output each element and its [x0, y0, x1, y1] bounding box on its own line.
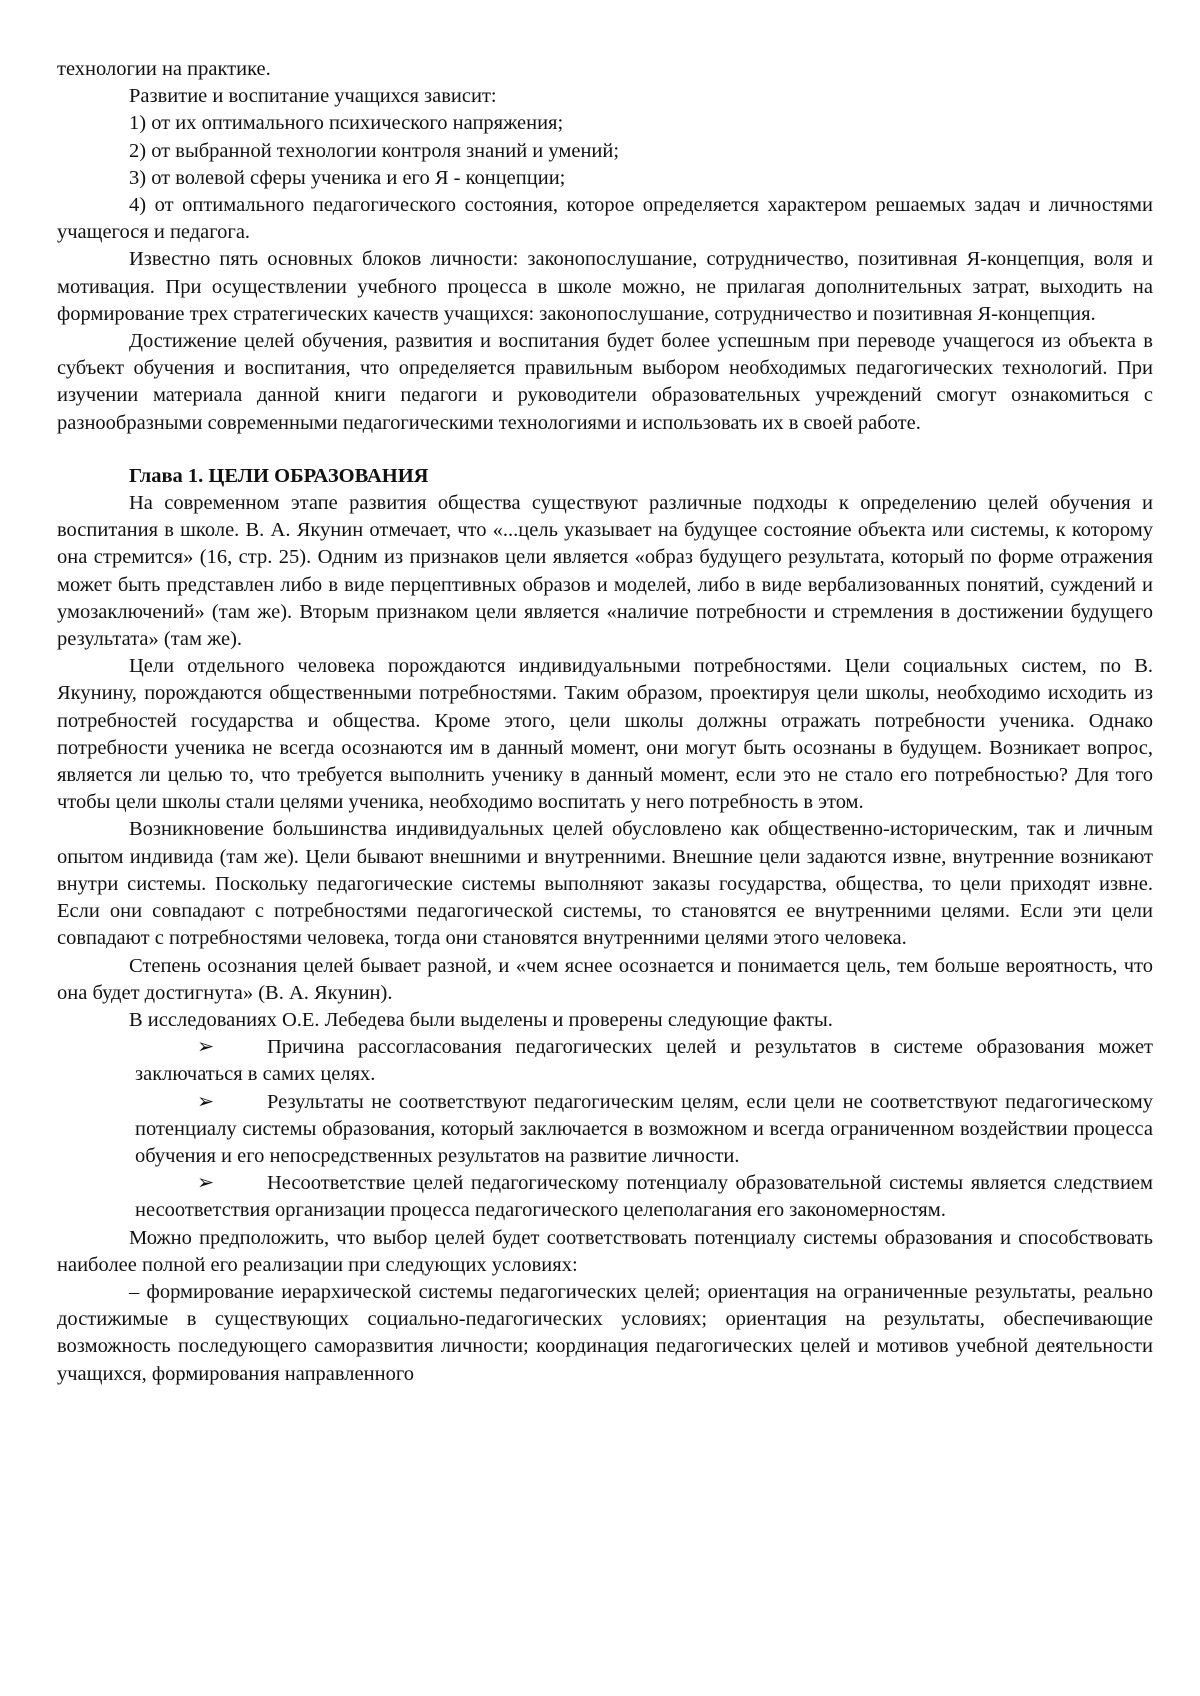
bullet-text-3: Несоответствие целей педагогическому потенциалу образовательной системы является следствием несоответствия организации процесса педагогического целеполагания его закономерностям. [135, 1172, 1153, 1222]
list-item-1: 1) от их оптимального психического напряжения; [129, 112, 564, 135]
bullet-text-2: Результаты не соответствуют педагогическим целям, если цели не соответствуют педагогическому потенциалу системы образования, который заключается в возможном и всегда ограниченном воздействии процесса обучения и его непосредственных результатов на развитие личности. [135, 1090, 1153, 1167]
paragraph-chapter-2: Цели отдельного человека порождаются индивидуальными потребностями. Цели социальных систем, по В. Якунину, порождаются общественными потребностями. Таким образом, проектируя цели школы, необходимо исходить из потребностей государства и общества. Кроме этого, цели школы должны отражать потребности ученика. Однако потребности ученика не всегда осознаются им в данный момент, они могут быть осознаны в будущем. Возникает вопрос, является ли целью то, что требуется выполнить ученику в данный момент, если это не стало его потребностью? Для того чтобы цели школы стали целями ученика, необходимо воспитать у него потребность в этом. [57, 655, 1153, 814]
paragraph-chapter-1: На современном этапе развития общества существуют различные подходы к определению целей обучения и воспитания в школе. В. А. Якунин отмечает, что «...цель указывает на будущее состояние объекта или системы, к которому она стремится» (16, стр. 25). Одним из признаков цели является «образ будущего результата, который по форме отражения может быть представлен либо в виде перцептивных образов и моделей, либо в виде вербализованных понятий, суждений и умозаключений» (там же). Вторым признаком цели является «наличие потребности и стремления в достижении будущего результата» (там же). [57, 492, 1153, 651]
paragraph-personality-blocks: Известно пять основных блоков личности: законопослушание, сотрудничество, позитивная Я-концепция, воля и мотивация. При осуществлении учебного процесса в школе можно, не прилагая дополнительных затрат, выходить на формирование трех стратегических качеств учащихся: законопослушание, сотрудничество и позитивная Я-концепция. [57, 248, 1153, 325]
paragraph-continuation: технологии на практике. [57, 58, 271, 80]
paragraph-chapter-3: Возникновение большинства индивидуальных целей обусловлено как общественно-историческим, так и личным опытом индивида (там же). Цели бывают внешними и внутренними. Внешние цели задаются извне, внутренние возникают внутри системы. Поскольку педагогические системы выполняют заказы государства, общества, то цели приходят извне. Если они совпадают с потребностями педагогической системы, то становятся ее внутренними целями. Если эти цели совпадают с потребностями человека, тогда они становятся внутренними целями этого человека. [57, 818, 1153, 950]
list-item-4: 4) от оптимального педагогического состояния, которое определяется характером решаемых задач и личностями учащегося и педагога. [57, 194, 1153, 244]
arrow-bullet-icon: ➢ [197, 1090, 215, 1113]
paragraph-chapter-5: В исследованиях О.Е. Лебедева были выделены и проверены следующие факты. [129, 1008, 833, 1031]
arrow-bullet-icon: ➢ [197, 1172, 215, 1195]
bullet-item-3 [57, 1170, 1153, 1224]
paragraph-development: Развитие и воспитание учащихся зависит: [129, 85, 497, 108]
bullet-item-2 [57, 1089, 1153, 1171]
list-item-3: 3) от волевой сферы ученика и его Я - концепции; [129, 166, 566, 189]
paragraph-goals-achievement: Достижение целей обучения, развития и воспитания будет более успешным при переводе учащегося из объекта в субъект обучения и воспитания, что определяется правильным выбором необходимых педагогических технологий. При изучении материала данной книги педагоги и руководители образовательных учреждений смогут ознакомиться с разнообразными современными педагогическими технологиями и использовать их в своей работе. [57, 330, 1153, 434]
bullet-text-1: Причина рассогласования педагогических целей и результатов в системе образования может заключаться в самих целях. [135, 1036, 1153, 1086]
document-page [57, 56, 1153, 1388]
paragraph-chapter-4: Степень осознания целей бывает разной, и «чем яснее осознается и понимается цель, тем больше вероятность, что она будет достигнута» (В. А. Якунин). [57, 954, 1153, 1004]
paragraph-chapter-6: Можно предположить, что выбор целей будет соответствовать потенциалу системы образования и способствовать наиболее полной его реализации при следующих условиях: [57, 1226, 1153, 1276]
bullet-item-1 [57, 1034, 1153, 1088]
paragraph-chapter-7: – формирование иерархической системы педагогических целей; ориентация на ограниченные результаты, реально достижимые в существующих социально-педагогических условиях; ориентация на результаты, обеспечивающие возможность последующего саморазвития личности; координация педагогических целей и мотивов учебной деятельности учащихся, формирования направленного [57, 1280, 1153, 1385]
arrow-bullet-icon: ➢ [197, 1036, 215, 1059]
chapter-heading: Глава 1. ЦЕЛИ ОБРАЗОВАНИЯ [129, 464, 429, 487]
list-item-2: 2) от выбранной технологии контроля знаний и умений; [129, 139, 620, 162]
